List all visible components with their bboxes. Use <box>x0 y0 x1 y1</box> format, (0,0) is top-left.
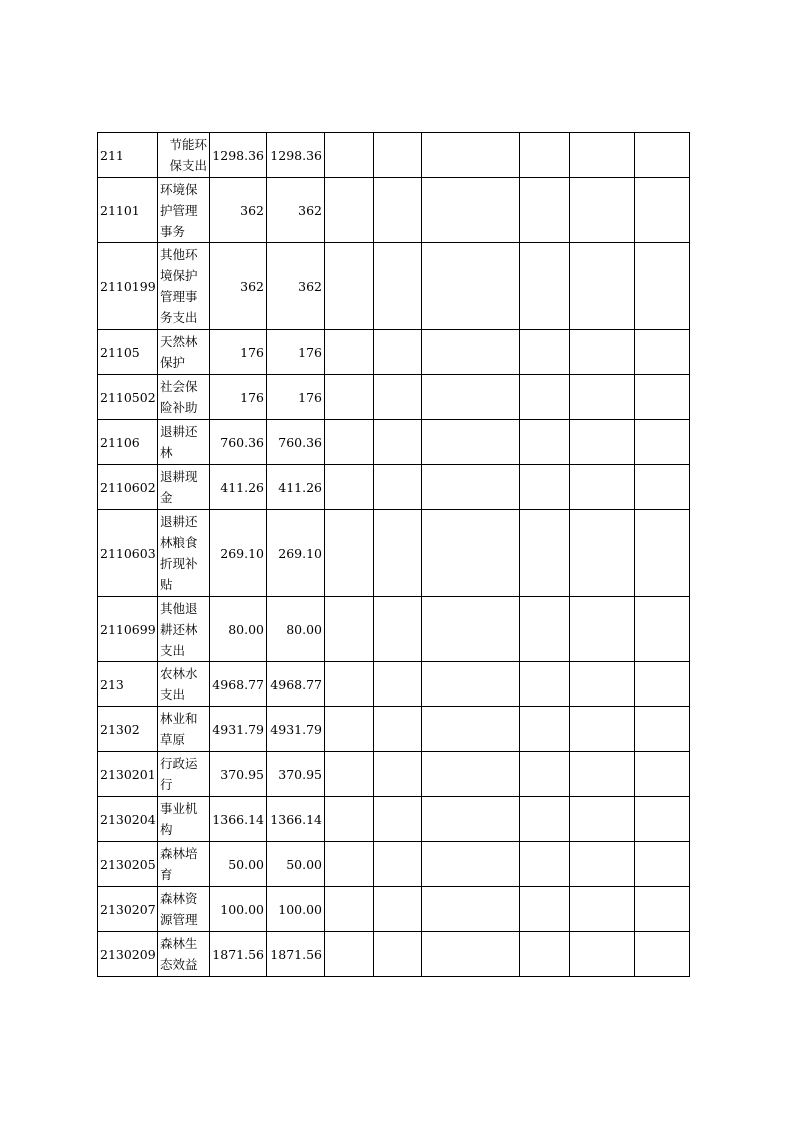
subtotal-amount-cell: 100.00 <box>267 887 325 932</box>
subtotal-amount-cell: 370.95 <box>267 752 325 797</box>
empty-cell <box>422 330 520 375</box>
empty-cell <box>570 420 635 465</box>
subject-name-cell: 森林培育 <box>158 842 210 887</box>
empty-cell <box>325 932 374 977</box>
total-amount-cell: 1366.14 <box>210 797 267 842</box>
subtotal-amount-cell: 269.10 <box>267 510 325 597</box>
empty-cell <box>422 375 520 420</box>
total-amount-cell: 269.10 <box>210 510 267 597</box>
subject-name-cell: 事业机构 <box>158 797 210 842</box>
empty-cell <box>325 375 374 420</box>
empty-cell <box>635 375 690 420</box>
empty-cell <box>325 178 374 243</box>
subject-code-cell: 2110603 <box>98 510 158 597</box>
total-amount-cell: 411.26 <box>210 465 267 510</box>
subject-name-cell: 森林生态效益 <box>158 932 210 977</box>
empty-cell <box>422 932 520 977</box>
empty-cell <box>325 133 374 178</box>
empty-cell <box>520 510 570 597</box>
empty-cell <box>374 375 422 420</box>
total-amount-cell: 4931.79 <box>210 707 267 752</box>
empty-cell <box>374 178 422 243</box>
empty-cell <box>374 420 422 465</box>
subtotal-amount-cell: 176 <box>267 330 325 375</box>
empty-cell <box>635 420 690 465</box>
empty-cell <box>635 752 690 797</box>
subtotal-amount-cell: 760.36 <box>267 420 325 465</box>
empty-cell <box>635 597 690 662</box>
empty-cell <box>520 465 570 510</box>
subtotal-amount-cell: 1298.36 <box>267 133 325 178</box>
subject-code-cell: 211 <box>98 133 158 178</box>
total-amount-cell: 362 <box>210 243 267 330</box>
subject-name-cell: 节能环保支出 <box>158 133 210 178</box>
subject-code-cell: 2130209 <box>98 932 158 977</box>
empty-cell <box>325 752 374 797</box>
empty-cell <box>520 330 570 375</box>
empty-cell <box>635 842 690 887</box>
subject-name-cell: 天然林保护 <box>158 330 210 375</box>
subtotal-amount-cell: 1366.14 <box>267 797 325 842</box>
empty-cell <box>520 662 570 707</box>
table-row <box>98 510 690 597</box>
total-amount-cell: 1298.36 <box>210 133 267 178</box>
subject-name-cell: 退耕还林 <box>158 420 210 465</box>
subtotal-amount-cell: 50.00 <box>267 842 325 887</box>
table-row <box>98 752 690 797</box>
subject-code-cell: 2130201 <box>98 752 158 797</box>
total-amount-cell: 1871.56 <box>210 932 267 977</box>
empty-cell <box>520 375 570 420</box>
table-row <box>98 932 690 977</box>
subject-name-cell: 环境保护管理事务 <box>158 178 210 243</box>
subtotal-amount-cell: 362 <box>267 243 325 330</box>
subject-code-cell: 21106 <box>98 420 158 465</box>
subject-name-cell: 社会保险补助 <box>158 375 210 420</box>
empty-cell <box>325 243 374 330</box>
empty-cell <box>422 842 520 887</box>
total-amount-cell: 80.00 <box>210 597 267 662</box>
subject-code-cell: 2110199 <box>98 243 158 330</box>
total-amount-cell: 370.95 <box>210 752 267 797</box>
empty-cell <box>422 707 520 752</box>
subject-name-cell: 其他环境保护管理事务支出 <box>158 243 210 330</box>
empty-cell <box>520 752 570 797</box>
subject-code-cell: 2130204 <box>98 797 158 842</box>
subject-name-cell: 退耕还林粮食折现补贴 <box>158 510 210 597</box>
subject-name-cell: 森林资源管理 <box>158 887 210 932</box>
subject-code-cell: 2130207 <box>98 887 158 932</box>
empty-cell <box>374 662 422 707</box>
empty-cell <box>520 797 570 842</box>
empty-cell <box>520 707 570 752</box>
subject-code-cell: 2110699 <box>98 597 158 662</box>
subtotal-amount-cell: 4931.79 <box>267 707 325 752</box>
subject-name-cell: 行政运行 <box>158 752 210 797</box>
empty-cell <box>520 932 570 977</box>
subtotal-amount-cell: 176 <box>267 375 325 420</box>
empty-cell <box>520 178 570 243</box>
empty-cell <box>635 178 690 243</box>
table-row <box>98 842 690 887</box>
subject-name-cell: 退耕现金 <box>158 465 210 510</box>
total-amount-cell: 760.36 <box>210 420 267 465</box>
table-row <box>98 420 690 465</box>
empty-cell <box>635 662 690 707</box>
subject-code-cell: 2130205 <box>98 842 158 887</box>
empty-cell <box>520 243 570 330</box>
empty-cell <box>325 662 374 707</box>
subject-code-cell: 213 <box>98 662 158 707</box>
empty-cell <box>635 797 690 842</box>
empty-cell <box>374 932 422 977</box>
table-row <box>98 797 690 842</box>
empty-cell <box>520 420 570 465</box>
empty-cell <box>374 243 422 330</box>
empty-cell <box>422 510 520 597</box>
empty-cell <box>635 887 690 932</box>
empty-cell <box>374 887 422 932</box>
subtotal-amount-cell: 4968.77 <box>267 662 325 707</box>
subject-name-cell: 其他退耕还林支出 <box>158 597 210 662</box>
empty-cell <box>325 797 374 842</box>
total-amount-cell: 50.00 <box>210 842 267 887</box>
empty-cell <box>374 752 422 797</box>
empty-cell <box>325 465 374 510</box>
empty-cell <box>422 133 520 178</box>
empty-cell <box>422 597 520 662</box>
total-amount-cell: 176 <box>210 330 267 375</box>
empty-cell <box>635 465 690 510</box>
empty-cell <box>374 842 422 887</box>
subject-code-cell: 2110602 <box>98 465 158 510</box>
budget-expenditure-table <box>97 132 690 977</box>
empty-cell <box>570 887 635 932</box>
subtotal-amount-cell: 411.26 <box>267 465 325 510</box>
subject-code-cell: 21105 <box>98 330 158 375</box>
empty-cell <box>325 842 374 887</box>
empty-cell <box>635 133 690 178</box>
empty-cell <box>570 752 635 797</box>
table-row <box>98 662 690 707</box>
empty-cell <box>570 330 635 375</box>
subject-name-cell: 林业和草原 <box>158 707 210 752</box>
empty-cell <box>570 510 635 597</box>
total-amount-cell: 176 <box>210 375 267 420</box>
subject-code-cell: 2110502 <box>98 375 158 420</box>
table-row <box>98 133 690 178</box>
empty-cell <box>570 842 635 887</box>
subject-name-cell: 农林水支出 <box>158 662 210 707</box>
empty-cell <box>325 707 374 752</box>
empty-cell <box>570 797 635 842</box>
empty-cell <box>374 707 422 752</box>
empty-cell <box>570 932 635 977</box>
subject-code-cell: 21101 <box>98 178 158 243</box>
empty-cell <box>422 465 520 510</box>
empty-cell <box>570 662 635 707</box>
empty-cell <box>325 887 374 932</box>
empty-cell <box>570 178 635 243</box>
table-row <box>98 707 690 752</box>
table-row <box>98 375 690 420</box>
table-row <box>98 887 690 932</box>
total-amount-cell: 100.00 <box>210 887 267 932</box>
empty-cell <box>325 597 374 662</box>
empty-cell <box>422 887 520 932</box>
empty-cell <box>325 330 374 375</box>
empty-cell <box>374 597 422 662</box>
empty-cell <box>325 510 374 597</box>
table-row <box>98 330 690 375</box>
empty-cell <box>374 797 422 842</box>
empty-cell <box>635 330 690 375</box>
empty-cell <box>422 178 520 243</box>
empty-cell <box>570 707 635 752</box>
empty-cell <box>635 707 690 752</box>
empty-cell <box>570 597 635 662</box>
table-row <box>98 243 690 330</box>
subtotal-amount-cell: 362 <box>267 178 325 243</box>
total-amount-cell: 4968.77 <box>210 662 267 707</box>
empty-cell <box>570 133 635 178</box>
subtotal-amount-cell: 1871.56 <box>267 932 325 977</box>
empty-cell <box>422 243 520 330</box>
empty-cell <box>374 133 422 178</box>
subtotal-amount-cell: 80.00 <box>267 597 325 662</box>
empty-cell <box>422 797 520 842</box>
empty-cell <box>570 465 635 510</box>
empty-cell <box>635 243 690 330</box>
table-row <box>98 597 690 662</box>
empty-cell <box>374 330 422 375</box>
empty-cell <box>422 752 520 797</box>
empty-cell <box>374 465 422 510</box>
empty-cell <box>520 133 570 178</box>
empty-cell <box>570 375 635 420</box>
empty-cell <box>374 510 422 597</box>
table-row <box>98 178 690 243</box>
empty-cell <box>570 243 635 330</box>
empty-cell <box>635 510 690 597</box>
empty-cell <box>520 887 570 932</box>
empty-cell <box>325 420 374 465</box>
empty-cell <box>422 420 520 465</box>
subject-code-cell: 21302 <box>98 707 158 752</box>
table-row <box>98 465 690 510</box>
empty-cell <box>635 932 690 977</box>
empty-cell <box>422 662 520 707</box>
total-amount-cell: 362 <box>210 178 267 243</box>
empty-cell <box>520 597 570 662</box>
empty-cell <box>520 842 570 887</box>
